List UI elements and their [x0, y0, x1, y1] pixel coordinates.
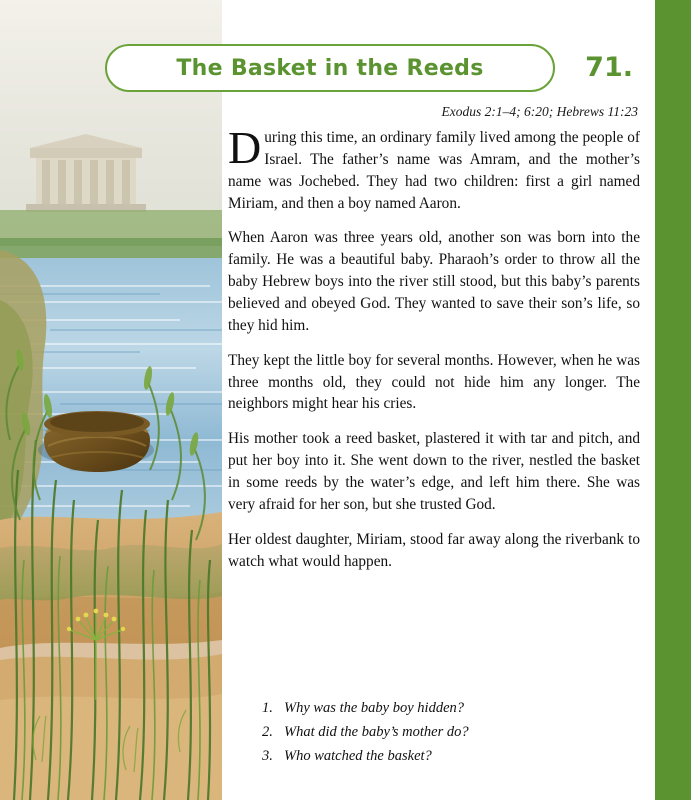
chapter-title-plate	[105, 44, 555, 92]
story-text-column	[228, 104, 640, 572]
paragraph-2: When Aaron was three years old, another son was born into the family. He was a beautiful baby. Pharaoh’s order to throw all the baby Hebrew boys into the river still stood, but this baby’s parents believed and obeyed God. They wanted to save their son’s life, so they hid him.	[228, 229, 640, 334]
right-band-gap	[649, 0, 655, 800]
question-text: Why was the baby boy hidden?	[284, 700, 465, 716]
paragraph-1	[228, 122, 640, 214]
question-item	[262, 748, 622, 765]
paragraph-3: They kept the little boy for several months. However, when he was three months old, they could not hide him any longer. The neighbors might hear his cries.	[228, 351, 640, 413]
question-number: 3.	[262, 748, 273, 764]
page-title: The Basket in the Reeds	[176, 55, 484, 81]
question-text: What did the baby’s mother do?	[284, 724, 469, 740]
scripture-reference: Exodus 2:1–4; 6:20; Hebrews 11:23	[441, 104, 638, 119]
illustration-panel	[0, 0, 222, 800]
paragraph-5: Her oldest daughter, Miriam, stood far away along the riverbank to watch what would happen.	[228, 530, 640, 570]
question-item	[262, 700, 622, 717]
question-text: Who watched the basket?	[284, 748, 432, 764]
paragraph-4: His mother took a reed basket, plastered it with tar and pitch, and put her boy into it. She went down to the river, nestled the basket in some reeds by the water’s edge, and left him there. She was very afraid for her son, but she trusted God.	[228, 430, 640, 513]
page-number: 71.	[585, 52, 633, 83]
question-item	[262, 724, 622, 741]
drop-cap: D	[228, 122, 262, 173]
paragraph-1-text: uring this time, an ordinary family lived among the people of Israel. The father’s name was Amram, and the mother’s name was Jochebed. They had two children: first a girl named Miriam, and then a boy named Aaron.	[228, 129, 640, 212]
right-color-band	[655, 0, 691, 800]
review-questions	[262, 700, 622, 772]
question-number: 1.	[262, 700, 273, 716]
question-number: 2.	[262, 724, 273, 740]
riverbank-illustration	[0, 0, 222, 800]
